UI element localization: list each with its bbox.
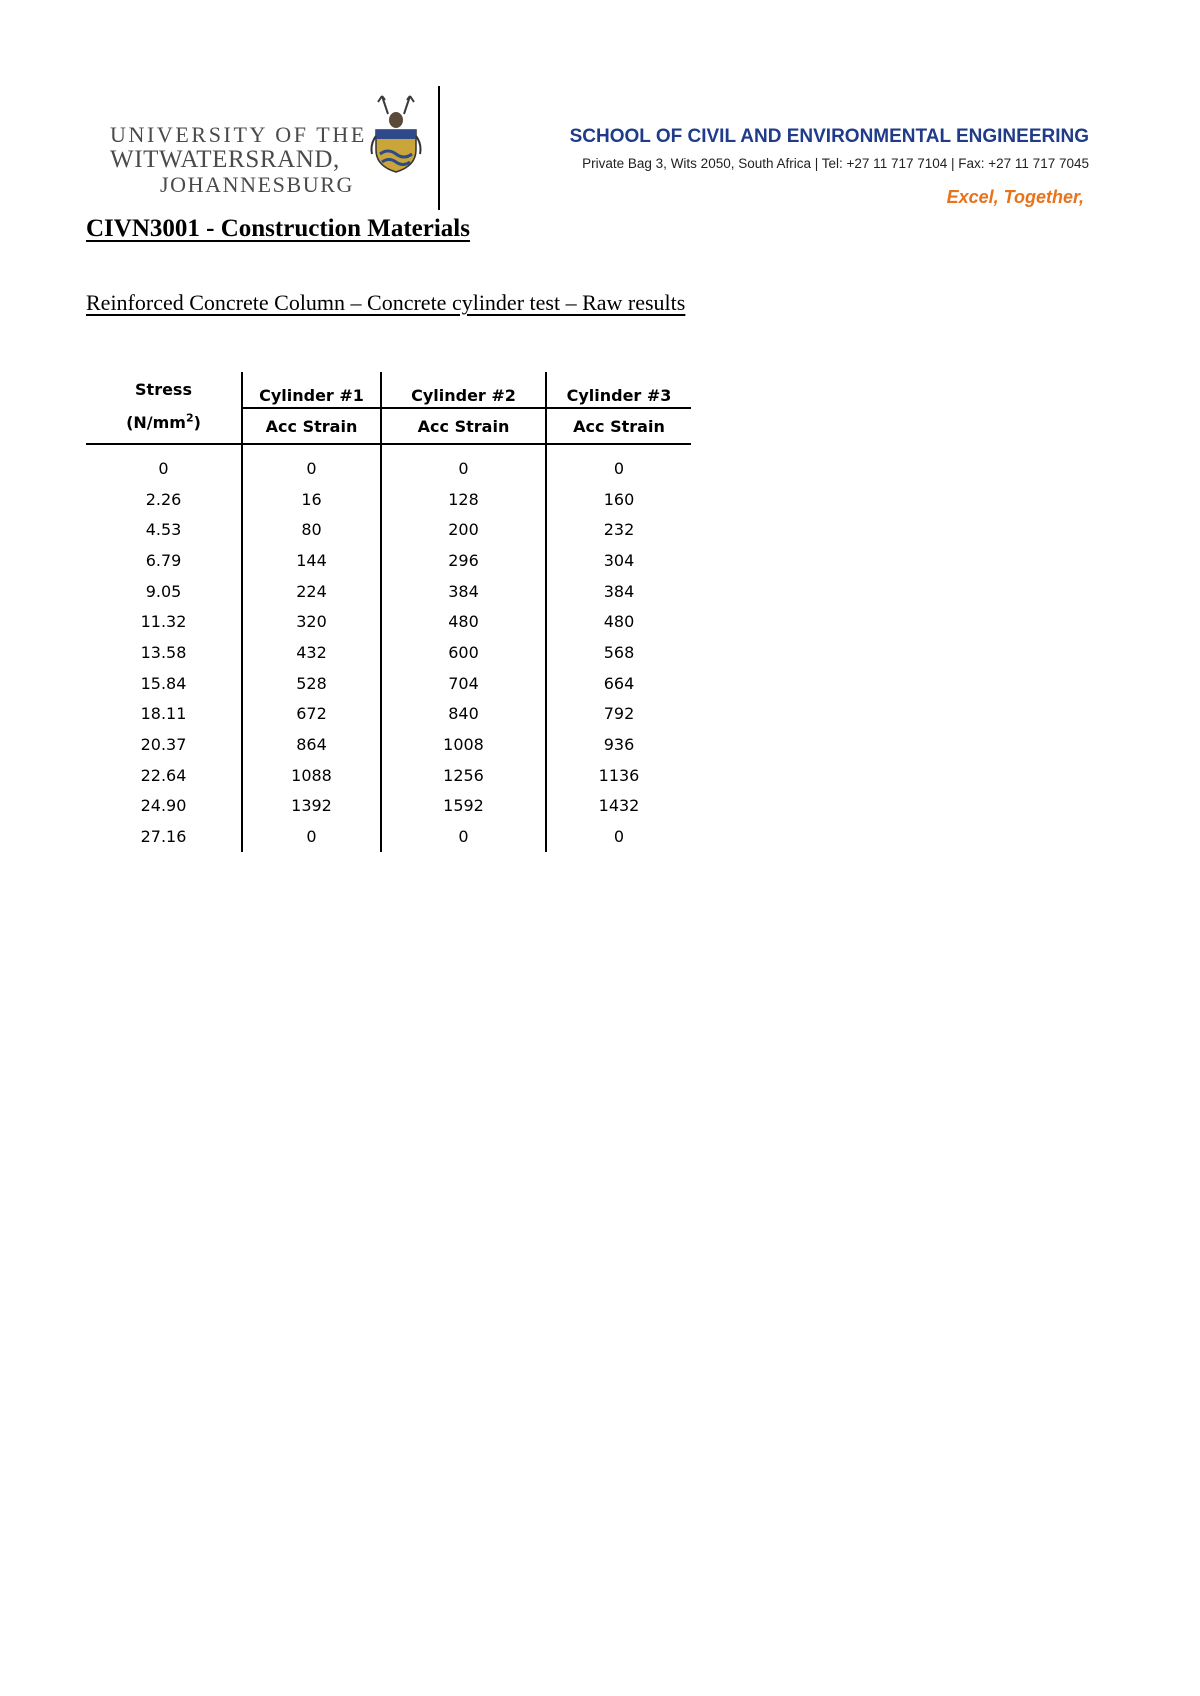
header-row-cylinders	[86, 372, 691, 408]
strain-cell-cylinder-1: 224	[242, 576, 381, 607]
cylinder-1-subheader: Acc Strain	[242, 408, 381, 444]
strain-cell-cylinder-3: 232	[546, 514, 691, 545]
strain-cell-cylinder-3: 936	[546, 729, 691, 760]
cylinder-3-subheader: Acc Strain	[546, 408, 691, 444]
stress-cell: 18.11	[140, 704, 187, 724]
strain-cell-cylinder-1: 672	[242, 699, 381, 730]
stress-header	[86, 372, 242, 444]
school-name: SCHOOL OF CIVIL AND ENVIRONMENTAL ENGINEERING	[569, 126, 1089, 147]
table-row	[86, 791, 691, 822]
strain-cell-cylinder-1: 864	[242, 729, 381, 760]
strain-cell-cylinder-3: 0	[546, 821, 691, 852]
course-title: CIVN3001 - Construction Materials	[86, 215, 470, 242]
cylinder-3-header: Cylinder #3	[546, 372, 691, 408]
stress-cell: 6.79	[145, 550, 182, 570]
strain-cell-cylinder-1: 1088	[242, 760, 381, 791]
strain-cell-cylinder-2: 128	[381, 484, 546, 515]
stress-cell: 15.84	[140, 673, 187, 693]
stress-cell: 13.58	[140, 642, 187, 662]
table-row	[86, 637, 691, 668]
strain-cell-cylinder-3: 1432	[546, 791, 691, 822]
header-divider	[438, 86, 440, 210]
strain-cell-cylinder-2: 840	[381, 699, 546, 730]
strain-cell-cylinder-3: 1136	[546, 760, 691, 791]
strain-cell-cylinder-1: 80	[242, 514, 381, 545]
logo-line-3: JOHANNESBURG	[160, 172, 354, 197]
strain-cell-cylinder-2: 1008	[381, 729, 546, 760]
strain-cell-cylinder-3: 0	[546, 444, 691, 484]
stress-cell: 11.32	[140, 612, 187, 632]
cylinder-2-header: Cylinder #2	[381, 372, 546, 408]
table-row	[86, 514, 691, 545]
strain-cell-cylinder-2: 480	[381, 606, 546, 637]
strain-cell-cylinder-1: 432	[242, 637, 381, 668]
stress-header-label: Stress	[135, 380, 192, 400]
strain-cell-cylinder-2: 1592	[381, 791, 546, 822]
sheet-title: Reinforced Concrete Column – Concrete cylinder test – Raw results	[86, 290, 686, 315]
strain-cell-cylinder-1: 16	[242, 484, 381, 515]
strain-cell-cylinder-3: 664	[546, 668, 691, 699]
stress-cell: 20.37	[140, 735, 187, 755]
strain-cell-cylinder-1: 320	[242, 606, 381, 637]
strain-cell-cylinder-1: 0	[242, 444, 381, 484]
table-row	[86, 444, 691, 484]
table-body	[86, 444, 691, 852]
stress-cell: 22.64	[140, 765, 187, 785]
strain-cell-cylinder-1: 144	[242, 545, 381, 576]
strain-cell-cylinder-3: 160	[546, 484, 691, 515]
school-tagline: Excel, Together,	[946, 187, 1084, 207]
table-row	[86, 545, 691, 576]
stress-cell: 4.53	[145, 520, 182, 540]
school-address: Private Bag 3, Wits 2050, South Africa | Tel: +27 11 717 7104 | Fax: +27 11 717 7045	[582, 156, 1089, 171]
results-table	[86, 372, 691, 852]
strain-cell-cylinder-2: 200	[381, 514, 546, 545]
strain-cell-cylinder-3: 568	[546, 637, 691, 668]
stress-cell: 9.05	[145, 581, 182, 601]
strain-cell-cylinder-1: 0	[242, 821, 381, 852]
table-row	[86, 699, 691, 730]
stress-cell: 0	[158, 458, 169, 478]
logo-line-1: UNIVERSITY OF THE	[110, 122, 367, 147]
strain-cell-cylinder-1: 528	[242, 668, 381, 699]
table-row	[86, 576, 691, 607]
logo-wordmark	[110, 122, 367, 197]
strain-cell-cylinder-3: 792	[546, 699, 691, 730]
table-row	[86, 484, 691, 515]
table-row	[86, 668, 691, 699]
university-logo	[100, 92, 430, 202]
cylinder-2-subheader: Acc Strain	[381, 408, 546, 444]
strain-cell-cylinder-1: 1392	[242, 791, 381, 822]
cylinder-1-header: Cylinder #1	[242, 372, 381, 408]
stress-cell: 27.16	[140, 827, 187, 847]
stress-cell: 24.90	[140, 796, 187, 816]
strain-cell-cylinder-3: 384	[546, 576, 691, 607]
strain-cell-cylinder-2: 0	[381, 821, 546, 852]
table-row	[86, 606, 691, 637]
strain-cell-cylinder-2: 704	[381, 668, 546, 699]
strain-cell-cylinder-2: 0	[381, 444, 546, 484]
strain-cell-cylinder-2: 296	[381, 545, 546, 576]
strain-cell-cylinder-3: 480	[546, 606, 691, 637]
stress-cell: 2.26	[145, 489, 182, 509]
stress-header-unit: $(N/mm^2)$	[126, 411, 201, 432]
logo-line-2: WITWATERSRAND,	[110, 146, 340, 173]
strain-cell-cylinder-2: 384	[381, 576, 546, 607]
strain-cell-cylinder-3: 304	[546, 545, 691, 576]
table-row	[86, 760, 691, 791]
crest-icon	[370, 92, 422, 174]
strain-cell-cylinder-2: 1256	[381, 760, 546, 791]
table-row	[86, 729, 691, 760]
table-row	[86, 821, 691, 852]
strain-cell-cylinder-2: 600	[381, 637, 546, 668]
